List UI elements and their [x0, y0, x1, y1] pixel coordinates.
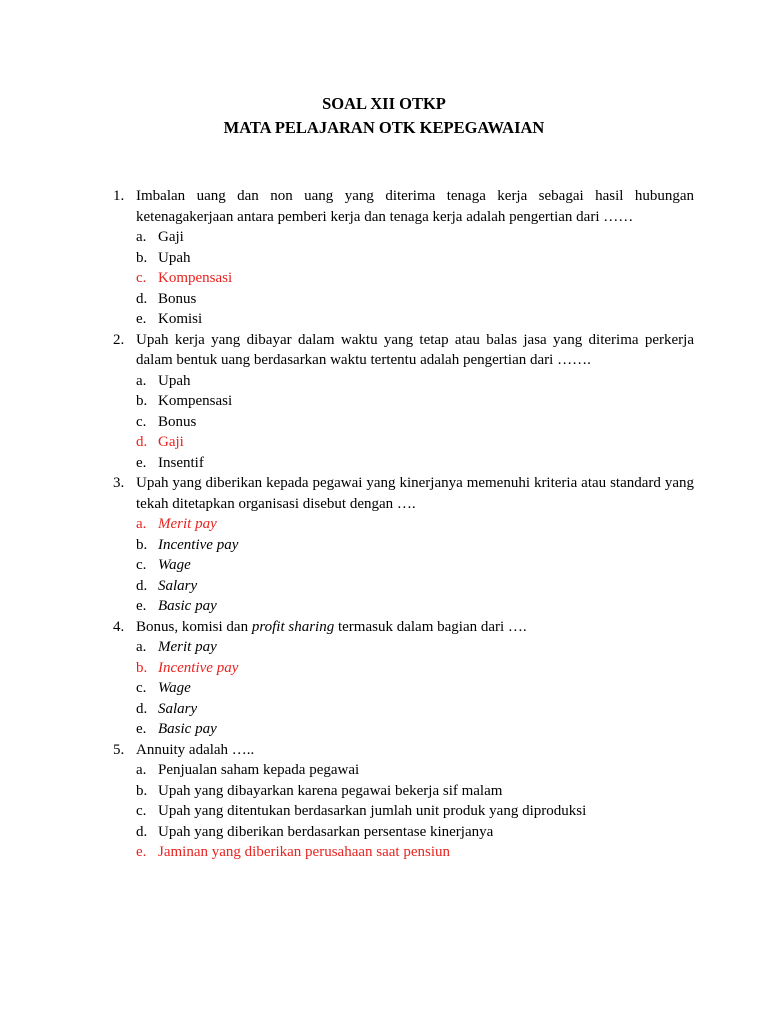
question-text-italic: profit sharing — [251, 618, 335, 635]
option-text: Salary — [158, 700, 198, 717]
option-text: Basic pay — [158, 721, 217, 737]
answer-option — [0, 453, 768, 474]
question-number: 2. — [113, 331, 125, 348]
question-text — [136, 186, 694, 227]
question-text — [136, 617, 694, 638]
option-letter: e. — [136, 454, 147, 471]
answer-option — [0, 412, 768, 433]
answer-option — [0, 371, 768, 392]
option-letter: e. — [136, 721, 147, 737]
question-text-part: Bonus, komisi dan — [136, 618, 252, 635]
option-letter: b. — [136, 393, 148, 409]
option-text: Bonus — [158, 290, 197, 307]
option-letter: c. — [136, 413, 147, 430]
option-letter: a. — [136, 639, 147, 655]
option-letter: d. — [136, 290, 148, 307]
answer-option-correct — [0, 842, 768, 863]
option-text: Wage — [158, 557, 191, 573]
option-text: Insentif — [158, 454, 204, 471]
answer-option — [0, 289, 768, 310]
option-letter: b. — [136, 536, 148, 553]
question-text-line: ketenagakerjaan antara pemberi kerja dan tenaga kerja adalah pengertian dari …… — [136, 208, 634, 225]
option-letter: d. — [136, 434, 148, 450]
question-text: Annuity adalah ….. — [136, 741, 255, 758]
question-5 — [0, 740, 768, 863]
option-letter: d. — [136, 823, 148, 840]
question-number: 3. — [113, 475, 125, 491]
option-letter: e. — [136, 844, 147, 860]
option-text: Incentive pay — [158, 536, 239, 553]
answer-option-correct — [0, 514, 768, 535]
document-subtitle: MATA PELAJARAN OTK KEPEGAWAIAN — [223, 118, 545, 137]
answer-option — [0, 719, 768, 740]
option-text: Gaji — [158, 434, 184, 450]
question-number: 4. — [113, 618, 125, 635]
option-letter: c. — [136, 680, 147, 696]
answer-option-correct — [0, 432, 768, 453]
option-text: Salary — [158, 577, 198, 594]
option-letter: c. — [136, 803, 147, 819]
option-text: Kompensasi — [158, 393, 233, 409]
question-text-line: Imbalan uang dan non uang yang diterima tenaga kerja sebagai hasil hubungan — [136, 188, 694, 204]
answer-option — [0, 678, 768, 699]
answer-option — [0, 699, 768, 720]
option-text: Kompensasi — [158, 270, 233, 286]
option-text: Komisi — [158, 311, 203, 327]
option-letter: b. — [136, 659, 148, 676]
option-text: Merit pay — [158, 516, 217, 532]
option-letter: c. — [136, 270, 147, 286]
option-text: Merit pay — [158, 639, 217, 655]
answer-option — [0, 248, 768, 269]
answer-option — [0, 801, 768, 822]
question-text-line: Upah yang diberikan kepada pegawai yang kinerjanya memenuhi kriteria atau standard yang — [136, 475, 694, 491]
question-2 — [0, 330, 768, 474]
question-list — [0, 186, 768, 863]
question-text-line: tekah ditetapkan organisasi disebut dengan …. — [136, 495, 416, 512]
question-1 — [0, 186, 768, 330]
answer-option — [0, 637, 768, 658]
question-text-line: Upah kerja yang dibayar dalam waktu yang tetap atau balas jasa yang diterima perkerja — [136, 331, 694, 348]
option-letter: c. — [136, 557, 147, 573]
document-title: SOAL XII OTKP — [322, 94, 446, 113]
option-letter: a. — [136, 229, 147, 245]
question-text-part: termasuk dalam bagian dari …. — [334, 618, 527, 635]
option-text: Upah — [158, 372, 191, 389]
option-text: Gaji — [158, 229, 184, 245]
option-letter: e. — [136, 311, 147, 327]
question-number: 1. — [113, 188, 125, 204]
option-letter: a. — [136, 516, 147, 532]
answer-option — [0, 822, 768, 843]
answer-option-correct — [0, 268, 768, 289]
option-text: Upah yang dibayarkan karena pegawai bekerja sif malam — [158, 782, 503, 799]
question-text — [136, 330, 694, 371]
answer-option — [0, 781, 768, 802]
question-number: 5. — [113, 741, 125, 758]
option-text: Upah — [158, 249, 191, 266]
answer-option — [0, 576, 768, 597]
option-text: Basic pay — [158, 598, 217, 614]
answer-option — [0, 227, 768, 248]
option-text: Incentive pay — [158, 659, 239, 676]
answer-option — [0, 309, 768, 330]
question-text — [136, 473, 694, 514]
option-letter: b. — [136, 249, 148, 266]
option-letter: a. — [136, 372, 147, 389]
option-text: Penjualan saham kepada pegawai — [158, 762, 360, 778]
question-3 — [0, 473, 768, 617]
option-text: Bonus — [158, 413, 197, 430]
option-text: Wage — [158, 680, 191, 696]
answer-option — [0, 760, 768, 781]
option-text: Upah yang diberikan berdasarkan persentase kinerjanya — [158, 823, 494, 840]
answer-option — [0, 391, 768, 412]
option-letter: b. — [136, 782, 148, 799]
question-4 — [0, 617, 768, 740]
option-text: Upah yang ditentukan berdasarkan jumlah unit produk yang diproduksi — [158, 803, 587, 819]
option-letter: d. — [136, 700, 148, 717]
answer-option — [0, 535, 768, 556]
question-text-line: dalam bentuk uang berdasarkan waktu tertentu adalah pengertian dari ……. — [136, 352, 591, 368]
option-text: Jaminan yang diberikan perusahaan saat pensiun — [158, 844, 450, 860]
option-letter: a. — [136, 762, 147, 778]
answer-option-correct — [0, 658, 768, 679]
answer-option — [0, 555, 768, 576]
option-letter: e. — [136, 598, 147, 614]
option-letter: d. — [136, 577, 148, 594]
answer-option — [0, 596, 768, 617]
